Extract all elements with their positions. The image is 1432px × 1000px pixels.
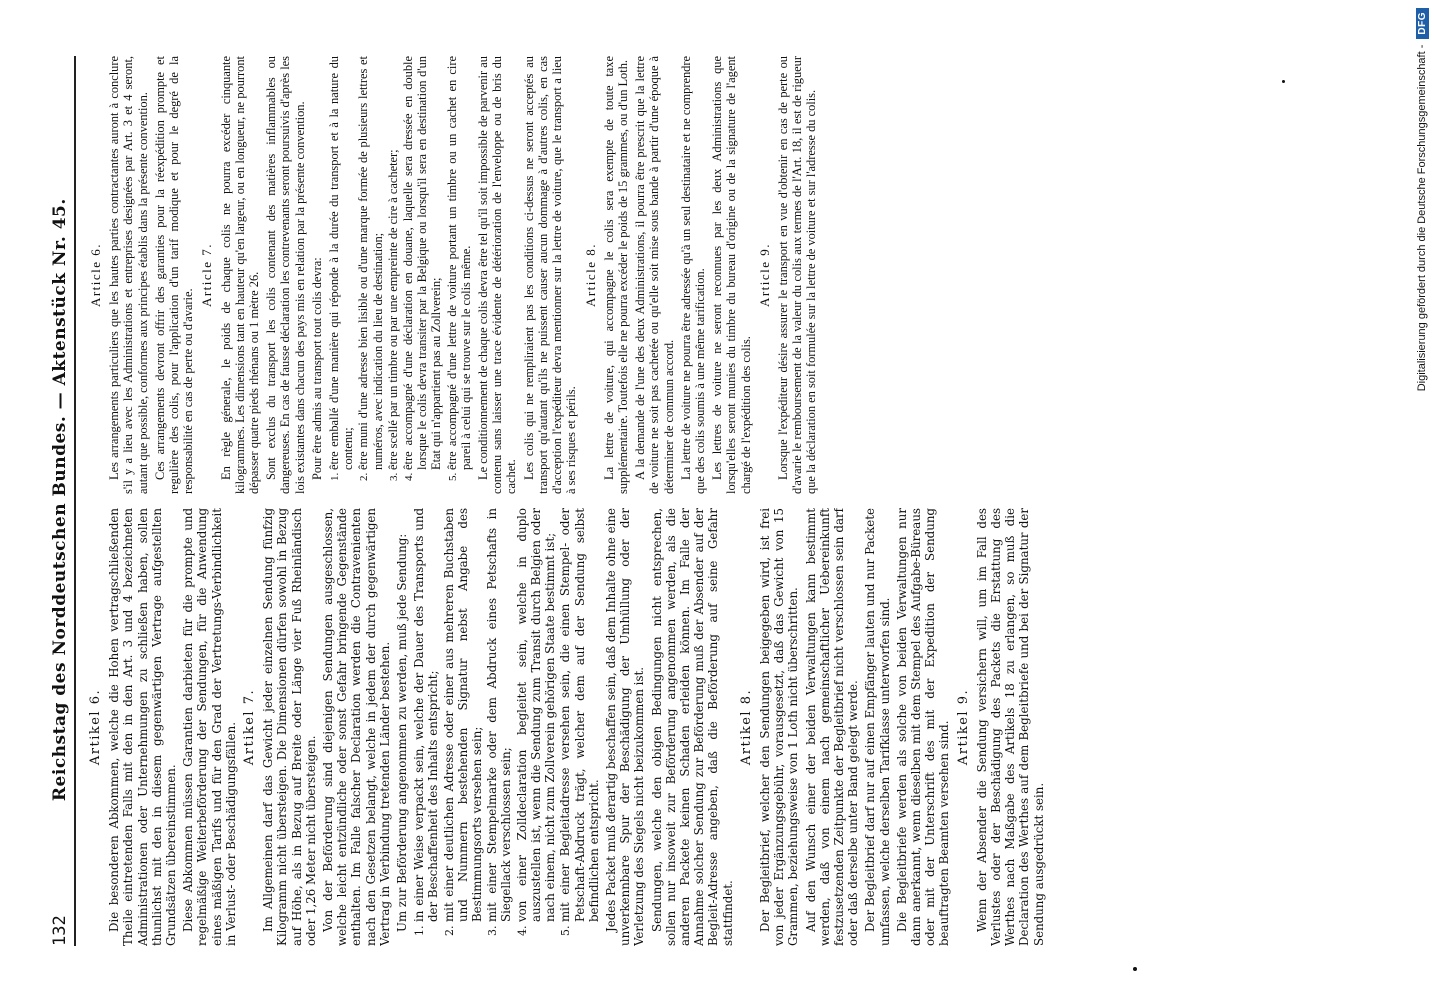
paragraph: Diese Abkommen müssen Garantien darbieten für die prompte und regelmäßige Weiterbeförderung der Sendungen, für die Anwendung eines mäßigen Tarifs und für den Grad der Vertretungs-Verbindlichkeit in Verlust- oder Beschädigungsfällen.: [181, 508, 238, 946]
page-number: 132: [50, 915, 70, 946]
paragraph: Im Allgemeinen darf das Gewicht jeder einzelnen Sendung fünfzig Kilogramm nicht übersteigen. Die Dimensionen dürfen sowohl in Bezug auf Höhe, als in Bezug auf Breite oder Länge vier Fuß Rheinländisch oder 1,26 Meter nicht übersteigen.: [261, 508, 318, 946]
paragraph: Les arrangements particuliers que les hautes parties contractantes auront à conclure s'il y a lieu avec les Administrations et entreprises designées par Art. 3 et 4 seront, autant que possible, conformes aux principes établis dans la présente convention.: [107, 56, 150, 494]
list-item: 5. être accompagné d'une lettre de voiture portant un timbre ou un cachet en cire pareil à celui qui se trouve sur le colis même.: [445, 56, 473, 470]
paragraph: Der Begleitbrief, welcher den Sendungen beigegeben wird, ist frei von jeder Ergänzungsgebühr, vorausgesetzt, daß das Gewicht von 15 Grammen, beziehungsweise von 1 Loth nicht überschritten.: [757, 508, 801, 946]
paragraph: Ces arrangements devront offrir des garanties pour la réexpédition prompte et regulière des colis, pour l'application d'un tarif modique et pour le degré de la responsabilité en cas de perte ou d'avarie.: [152, 56, 196, 494]
scan-speck: [1282, 80, 1285, 83]
dfg-credit-strip: [1412, 0, 1432, 1000]
german-column: [84, 508, 1364, 946]
requirements-list-de: [412, 508, 601, 946]
paragraph: Les lettres de voiture ne seront reconnues par les deux Administrations que lorsqu'elles seront munies du timbre du bureau d'origine ou de la signature de l'agent chargé de l'expédition des colis.: [710, 56, 753, 494]
paragraph: Pour être admis au transport tout colis devra:: [309, 257, 324, 480]
list-item: 2. mit einer deutlichen Adresse oder einer aus mehreren Buchstaben und Nummern bestehenden Signatur nebst Angabe des Bestimmungsorts versehen sein;: [442, 508, 485, 922]
article-6-heading-de: Artikel 6.: [88, 688, 103, 766]
list-item: 1. être emballé d'une manière qui réponde à la durée du transport et à la nature du contenu;: [327, 56, 355, 470]
list-item: 2. être muni d'une adresse bien lisible ou d'une marque formée de plusieurs lettres et numéros, avec indication du lieu de destination;: [356, 56, 384, 470]
paragraph: Le conditionnement de chaque colis devra être tel qu'il soit impossible de parvenir au contenu sans laisser une trace évidente de détérioration de l'enveloppe ou de bris du cachet.: [476, 56, 519, 494]
paragraph: Die besonderen Abkommen, welche die Hohen vertragschließenden Theile eintretenden Falls mit den in den Art. 3 und 4 bezeichneten Administrationen oder Unternehmungen zu schließen haben, sollen thunlichst mit den in diesem gegenwärtigen Vertrage aufgestellten Grundsätzen übereinstimmen.: [107, 508, 179, 946]
paragraph: Von der Beförderung sind diejenigen Sendungen ausgeschlossen, welche leicht entzündliche oder sonst Gefahr bringende Gegenstände enthalten. Im Falle falscher Declaration werden die Contravenienten nach den Gesetzen belangt, welche in jedem der durch gegenwärtigen Vertrag in Verbindung tretenden Länder bestehen.: [321, 508, 392, 946]
article-9-heading-fr: Article 9.: [756, 242, 772, 308]
french-column: [84, 56, 1364, 494]
page-header: [46, 56, 76, 946]
article-7-heading-fr: Article 7.: [199, 242, 215, 308]
paragraph: Um zur Beförderung angenommen zu werden, muß jede Sendung:: [395, 533, 410, 932]
paragraph: Die Begleitbriefe werden als solche von beiden Verwaltungen nur dann anerkannt, wenn dieselben mit dem Stempel des Aufgabe-Büreaus oder mit der Unterschrift des mit der Expedition der Sendung beauftragten Beamten versehen sind.: [894, 508, 952, 946]
list-item: 3. mit einer Stempelmarke oder dem Abdruck eines Petschafts in Siegellack verschlossen sein;: [485, 508, 513, 922]
paragraph: En règle génerale, le poids de chaque colis ne pourra excéder cinquante kilogrammes. Les dimensions tant en hauteur qu'en largeur, ou en longueur, ne pourront dépasser quatre pieds rhénans ou 1 mètre 26.: [218, 56, 262, 494]
list-item: 4. von einer Zolldeclaration begleitet sein, welche in duplo auszustellen ist, wenn die Sendung zum Transit durch Belgien oder nach einem, nicht zum Zollverein gehörigen Staate bestimmt ist;: [515, 508, 558, 922]
paragraph: Lorsque l'expéditeur désire assurer le transport en vue d'obtenir en cas de perte ou d'avarie le remboursement de la valeur du colis aux termes de l'Art. 18, il est de rigueur que la déclaration en soit formulée sur la lettre de voiture et sur l'adresse du colis.: [775, 56, 819, 494]
list-item: 1. in einer Weise verpackt sein, welche der Dauer des Transports und der Beschaffenheit des Inhalts entspricht;: [412, 508, 440, 922]
article-7-heading-de: Artikel 7.: [242, 688, 258, 766]
scan-speck: [1133, 967, 1137, 971]
running-title: Reichstag des Norddeutschen Bundes. — Aktenstück Nr. 45.: [50, 198, 70, 802]
list-item: 5. mit einer Begleitadresse versehen sein, die einen Stempel- oder Petschaft-Abdruck trägt, welcher dem auf der Sendung selbst befindlichen entspricht.: [558, 508, 601, 922]
paragraph: Jedes Packet muß derartig beschaffen sein, daß dem Inhalte ohne eine unverkennbare Spur der Beschädigung der Umhüllung oder der Verletzung des Siegels nicht beizukommen ist.: [603, 508, 647, 946]
article-8-heading-de: Artikel 8.: [738, 688, 754, 766]
list-item: 4. être accompagné d'une déclaration en douane, laquelle sera dressée en double lorsque le colis devra transiter par la Belgique ou lorsqu'il sera en destination d'un Etat qui n'appartient pas au Zollverein;: [401, 56, 444, 470]
paragraph: Les colis qui ne rempliraient pas les conditions ci-dessus ne seront acceptés au transport qu'autant qu'ils ne puissent causer aucun dommage à d'autres colis, en cas d'acception l'expéditeur devra mentionner sur la lettre de voiture, que le transport a lieu à ses risques et périls.: [521, 56, 579, 494]
paragraph: Der Begleitbrief darf nur auf einen Empfänger lauten und nur Packete umfassen, welche derselben Tarifklasse unterworfen sind.: [863, 508, 892, 946]
paragraph: La lettre de voiture, qui accompagne le colis sera exempte de toute taxe supplémentaire. Toutefois elle ne pourra excéder le poids de 15 grammes, ou d'un Loth.: [601, 56, 630, 494]
requirements-list-fr: [327, 56, 473, 494]
paragraph: Sont exclus du transport les colis contenant des matières inflammables ou dangereuses. En cas de fausse déclaration les contrevenants seront poursuivis d'après les lois existantes dans chacun des pays mis en relation par la présente convention.: [264, 56, 307, 494]
dfg-logo: DFG: [1416, 8, 1429, 39]
dfg-credit-text: Digitalisierung gefördert durch die Deutsche Forschungsgemeinschaft -: [1416, 44, 1428, 392]
list-item: 3. être scellé par un timbre ou par une empreinte de cire à cacheter;: [386, 56, 400, 470]
paragraph: A la demande de l'une des deux Administrations, il pourra être prescrit que la lettre de voiture ne soit pas cachetée ou qu'elle soit mise sous bande à partir d'une époque à déterminer de commun accord.: [633, 56, 676, 494]
paragraph: Sendungen, welche den obigen Bedingungen nicht entsprechen, sollen nur insoweit zur Beförderung angenommen werden, als die anderen Packete keinen Schaden erleiden können. Im Falle der Annahme solcher Sendung zur Beförderung muß der Absender auf der Begleit-Adresse angeben, daß die Beförderung auf seine Gefahr stattfindet.: [649, 508, 735, 946]
article-8-heading-fr: Article 8.: [582, 242, 598, 308]
article-6-heading-fr: Article 6.: [88, 242, 103, 308]
article-9-heading-de: Artikel 9.: [955, 688, 971, 766]
paragraph: La lettre de voiture ne pourra être adressée qu'à un seul destinataire et ne comprendre que des colis soumis à une même tarification.: [678, 56, 707, 494]
paragraph: Auf den Wunsch einer der beiden Verwaltungen kann bestimmt werden, daß von einem nach gemeinschaftlicher Uebereinkunft festzusetzenden Zeitpunkte der Begleitbrief nicht verschlossen sein darf oder daß derselbe unter Band gelegt werde.: [803, 508, 861, 946]
paragraph: Wenn der Absender die Sendung versichern will, um im Fall des Verlustes oder der Beschädigung des Packets die Erstattung des Werthes nach Maßgabe des Artikels 18 zu erlangen, so muß die Declaration des Werthes auf dem Begleitbriefe und bei der Signatur der Sendung ausgedrückt sein.: [974, 508, 1046, 946]
